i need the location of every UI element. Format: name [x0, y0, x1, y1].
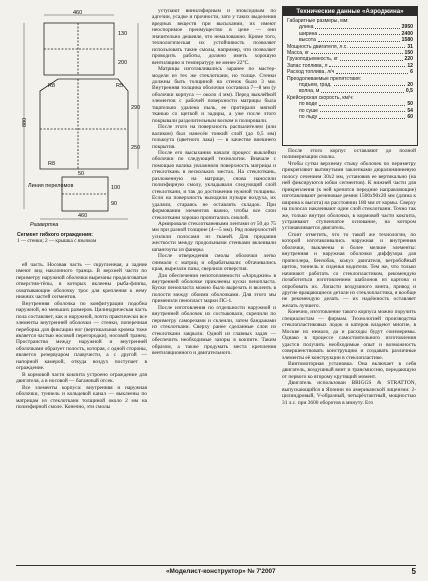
paragraph: уступают винилэфирным и эпоксидным по адгезии, усадке и прочности, зато у таких выделения вредных веществ при высыхании, их имеют неоспоримое преимущество в цене — они значительно дешевле, что немаловажно. Кроме того, технологическая их устойчивость позволяет использовать такие смолы, например, что позволяет проводить работы, должно иметь хорошую вентиляцию и температуру не менее 22°C.	[152, 8, 276, 66]
dim-460-top: 460	[73, 10, 83, 16]
segment-lid-outline	[40, 79, 128, 169]
spec-value: 150	[404, 50, 413, 57]
leader-dots	[320, 108, 405, 112]
spec-label: по суше	[299, 107, 319, 114]
spec-value: 31	[407, 43, 413, 50]
spec-label: волна, м	[299, 88, 320, 95]
specs-sidebar	[282, 6, 418, 146]
paragraph: После этого на поверхность распылителем (или валиком) был нанесён тонкий слой (до 0,5 мм) гелькоута (цветного лака) — в качестве внешнего покрытия.	[152, 124, 276, 150]
spec-row	[287, 114, 413, 120]
radius-r5: R5	[116, 83, 124, 89]
spec-label: длина	[299, 24, 314, 31]
caption-text: 1 — стенки; 2 — крышка с язычком	[17, 238, 97, 245]
fold-lines-label: Линия переломов	[28, 183, 74, 189]
spec-label: подъем, град.	[299, 82, 332, 89]
dim-90: 90	[111, 201, 118, 207]
paragraph: ей часть. Носовая часть — скругленная, а задние имеют вид наклонного транца. В верхней части по периметру наружной оболочки вырезаны продолговатые отверстия-тёпы, в которых вклеены рыба-флипы, охватывающие оболочку трос для крепления к нему нижних частей сегментов.	[16, 262, 147, 301]
dim-290: 290	[131, 105, 141, 111]
paragraph: Двигатель использован BRIGGS & STRATTON, выпускающийся в Японии по американской лицензии: 2-цилиндровый, V-образный, четырёхтактный, мощностью 31 л.с. при 3600 оборотов в минуту. Его	[282, 380, 416, 406]
spec-label: по воде	[299, 101, 318, 108]
dim-250: 250	[131, 145, 141, 151]
page-number: 5	[411, 567, 416, 576]
paragraph: Для обеспечения непотопляемости «Аэроджин» в внутренней оболочке приклеены куски пенопласта. Куски пенопласта можно было вырезать и вклеить в полости между обоими оболочками. Для этого мы применили пенопласт марки ПС-1.	[152, 272, 276, 305]
specs-title: Технические данные «Аэроджина»	[283, 7, 417, 16]
diagram-caption	[17, 232, 147, 245]
paragraph: Чтобы сутки верхнему стыку оболочек по периметру прикрепляют вытянутыми заклепками дюралюминиевую полосу сечением 30x2 мм, установив ее вертикально (на ней фиксируются юбки сегментов). К нижней части для прикрепления (к ней крепятся передние направляющие) изготавливают резиновые ремни 1500x90x20 мм (длина к ширина к высота) на расстоянии 180 мм от кормы. Сверху на полосах наклеивают один слой стеклоткани. Точно так же, только внутри оболочки, в кормовой части кокпита, устраивают ступенчатое основание, на котором устанавливается двигатель.	[282, 160, 416, 232]
leader-dots	[319, 31, 399, 35]
specs-table	[283, 16, 417, 123]
spec-value: 54	[407, 107, 413, 114]
leader-dots	[318, 37, 400, 41]
page-footer	[16, 565, 416, 577]
spec-value: 12	[407, 62, 413, 69]
caption-title: Сегмент гибкого ограждения:	[17, 232, 93, 238]
spec-label: Масса, кг	[287, 50, 309, 57]
leader-dots	[321, 88, 404, 92]
spec-value: 1580	[401, 37, 413, 44]
paragraph: В кормовой части кокпита устроено ограждение для двигателя, а в носовой — багажный отсек.	[16, 371, 147, 385]
dim-880: 880	[22, 117, 28, 127]
paragraph: Все элементы корпуса: внутренняя и наружная оболочки, туннель и кольцевой канал — выклеены по матрицам из стеклоткани толщиной около 2 мм на полиэфирной смоле. Конечно, эти смолы	[16, 384, 147, 410]
radius-r8-bottom: R8	[48, 161, 56, 167]
segment-diagram	[18, 9, 148, 227]
spec-label: Запас топлива, л	[287, 62, 328, 69]
magazine-name: «Моделист-конструктор» № 7'2007	[166, 568, 276, 575]
leader-dots	[340, 56, 403, 60]
dim-460-bottom: 460	[78, 213, 88, 219]
paragraph: Внутренняя оболочка по конфигурации подобна наружной, но меньших размеров. Цилиндрическая часть пола составляет, как и наружной, почти практически все элементы внутренней оболочки — стенки, поперечная переборка для фиксации ног (вертикальная кромка тоже является частью носовой перегородки), носовой транец. Пространство между наружной и внутренней оболочками образует полость, которая, с одной стороны, является резервуаром плавучести, а с другой — напорной камерой, откуда воздух поступает в ограждение.	[16, 300, 147, 372]
leader-dots	[311, 50, 403, 54]
spec-label: ширина	[299, 30, 318, 37]
spec-label: Мощность двигателя, л.с.	[287, 43, 348, 50]
text-column-1	[16, 262, 147, 410]
dim-200: 200	[118, 60, 128, 66]
spec-value: 3950	[401, 24, 413, 31]
radius-r8-top: R8	[48, 83, 56, 89]
paragraph: После изготовления по отдельности наружной и внутренней оболочек их состыковали, скрепили по периметру саморезами и склеили, затем бандажами из стеклоткани. Сверху ранее сделанные слои из стеклоткани закрыли. Одной из главных задач — обеспечить необходимые зазоры в кокпите. Таким образом, а также продумать места крепления вентиляционного и двигательного.	[152, 304, 276, 357]
leader-dots	[329, 63, 405, 67]
spec-value: 20	[407, 82, 413, 89]
leader-dots	[315, 24, 399, 28]
paragraph: После отверждения смолы оболочки легко снимали с матриц и обрабатывали: обтачивались края, вырезали пазы, сверлили отверстия.	[152, 253, 276, 273]
spec-value: 50	[407, 101, 413, 108]
dim-50: 50	[78, 171, 85, 177]
paragraph: Конечно, изготовление такого корпуса можно поручить специалистам — фирмам. Технологией производства стеклопластиковых лодок и катеров владеют многие, в Москве их немало, да и расходы будут соизмеримы. Однако в процессе самостоятельного изготовления удастся получить необходимые опыт и возможность совершенствовать конструкцию и создавать различные элементы её конструкции в стеклопластике.	[282, 309, 416, 361]
razvertka-label: Развертка	[30, 222, 59, 227]
dim-100: 100	[111, 185, 121, 191]
leader-dots	[336, 69, 408, 73]
spec-value: 0,5	[405, 88, 413, 95]
leader-dots	[319, 101, 405, 105]
spec-label: по льду	[299, 114, 318, 121]
spec-label: Крейсерская скорость, км/ч:	[287, 94, 354, 101]
leader-dots	[334, 82, 406, 86]
text-column-3	[282, 148, 416, 406]
dim-130: 130	[118, 31, 128, 37]
paragraph: После этого корпус оставляют до полной полимеризации смолы.	[282, 148, 416, 161]
spec-value: 6	[410, 69, 413, 76]
paragraph: Винтомоторная установка. Она включает в себя двигатель, воздушный винт и трансмиссию, передающую от первого ко второму крутящий момент.	[282, 360, 416, 380]
paragraph: После его высыхания начали процесс выклейки оболочки по следующей технологии. Вначале с помощью валика увлажняли поверхность матрицы и стеклоткань в нескольких местах. На стеклоткань, разложенную на матрице, снова наносили полиэфирную смолу, укладывали следующий слой стеклоткани, и так до достижения нужной толщины. Если на поверхность выходили пузыри воздуха, их удаляли, стараясь не оставлять складок. При формовании элементов важно, чтобы все слои стеклоткани хорошо пропитались смолой.	[152, 149, 276, 221]
spec-value: 220	[404, 56, 413, 63]
spec-value: 60	[407, 114, 413, 121]
text-column-2	[152, 8, 276, 356]
spec-label: Грузоподъемность, кг	[287, 56, 338, 63]
paragraph: Армировали стеклотканевыми лентами от 50 до 75 мм при разной толщине (4—5 мм). Ряд поверхностей усилили полосами из тканей. Для придания жесткости между продольными стенками вклеивали шпангоуты из фанеры.	[152, 220, 276, 253]
spec-value: 2400	[401, 30, 413, 37]
spec-label: Преодолеваемые препятствия:	[287, 75, 362, 82]
spec-label: Габаритные размеры, мм:	[287, 18, 349, 24]
paragraph: Матрицы изготавливались заранее по мастер-модели из тех же стеклоткани, но толще. Стенки должны быть толщиной на стенок было 3 мм. Внутренняя толщина оболочки составила 7—8 мм (у оболочки корпуса — около 4 мм). Перед выклейкой элементов с рабочей поверхности матрицы была тщательно удалена пыль, ее протирали мягкой тканью со щеткой и задиры, а уже после этого покрывали разделительным воском и полировали.	[152, 66, 276, 124]
paragraph: Стоит отметить, что то такой же технологии, по которой изготавливались наружная и внутренняя оболочки, выклеены и более мелкие элементы: внутренняя и наружная оболочки диффузора для пропеллера, бензобак, кожух двигателя, ветробойный щиток, тоннель и сиденья водителя. Тем же, что только начинают работать со стеклопластиком, рекомендую позаботиться изготовлением шаблонов из картона и опробовать их. Лопасти воздушного винта, привод и другие вращающиеся детали из стеклопластика, я вообще не рекомендую делать — их надёжность оставляет желать лучшего.	[282, 231, 416, 309]
leader-dots	[350, 44, 406, 48]
spec-label: Расход топлива, л/ч	[287, 69, 335, 76]
spec-label: высота	[299, 37, 316, 44]
leader-dots	[319, 114, 405, 118]
